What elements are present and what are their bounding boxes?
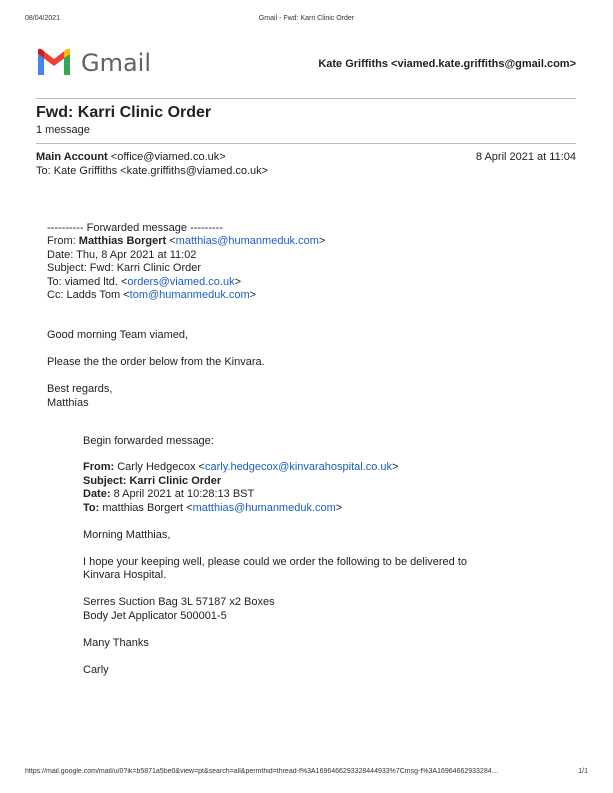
inner-thanks: Many Thanks (83, 637, 149, 649)
fwd-cc-line: Cc: Ladds Tom <tom@humanmeduk.com> (47, 289, 257, 301)
print-title: Gmail - Fwd: Karri Clinic Order (258, 15, 355, 22)
sender-name: Main Account (36, 151, 108, 163)
fwd-from-name: Matthias Borgert (78, 235, 167, 247)
inner-greeting: Morning Matthias, (83, 529, 171, 541)
fwd-from-email-link[interactable]: matthias@humanmeduk.com (175, 235, 319, 247)
fwd-subject-line: Subject: Fwd: Karri Clinic Order (47, 262, 202, 274)
order-item-1: Serres Suction Bag 3L 57187 x2 Boxes (83, 596, 275, 608)
fwd-cc-label: Cc: Ladds Tom (47, 289, 124, 301)
inner-body-line1: I hope your keeping well, please could we order the following to be delivered to (83, 556, 468, 568)
message-recipient: To: Kate Griffiths <kate.griffiths@viamed.co.uk> (36, 165, 269, 177)
inner-date-value: 8 April 2021 at 10:28:13 BST (110, 488, 255, 500)
inner-to-email-link[interactable]: matthias@humanmeduk.com (192, 502, 336, 514)
message-date: 8 April 2021 at 11:04 (475, 151, 576, 163)
fwd-signature: Matthias (47, 397, 89, 409)
header-divider (36, 98, 576, 99)
inner-subject-value: Karri Clinic Order (126, 475, 222, 487)
inner-from-line: From: Carly Hedgecox <carly.hedgecox@kinvarahospital.co.uk> (83, 461, 399, 473)
fwd-date-line: Date: Thu, 8 Apr 2021 at 11:02 (47, 249, 197, 261)
fwd-to-line: To: viamed ltd. <orders@viamed.co.uk> (47, 276, 242, 288)
inner-to-value: matthias Borgert (99, 502, 187, 514)
fwd-body: Please the the order below from the Kinvara. (47, 356, 265, 368)
inner-from-name: Carly Hedgecox (114, 461, 199, 473)
order-item-2: Body Jet Applicator 500001-5 (83, 610, 227, 622)
inner-body-line2: Kinvara Hospital. (83, 569, 167, 581)
fwd-cc-email-link[interactable]: tom@humanmeduk.com (129, 289, 250, 301)
inner-subject-label: Subject: (83, 475, 127, 487)
fwd-from-label: From: (47, 235, 79, 247)
inner-to-label: To: (83, 502, 100, 514)
print-date: 08/04/2021 (25, 15, 61, 22)
fwd-regards: Best regards, (47, 383, 113, 395)
inner-subject-line (83, 475, 221, 489)
inner-signoff: Carly (83, 664, 109, 676)
thread-subject: Fwd: Karri Clinic Order (36, 104, 212, 121)
inner-from-email-link[interactable]: carly.hedgecox@kinvarahospital.co.uk (204, 461, 393, 473)
inner-to-line: To: matthias Borgert <matthias@humanmeduk.com> (83, 502, 343, 514)
fwd-greeting: Good morning Team viamed, (47, 329, 189, 341)
inner-intro: Begin forwarded message: (83, 435, 214, 447)
account-label: Kate Griffiths <viamed.kate.griffiths@gmail.com> (318, 58, 576, 70)
print-page-number: 1/1 (578, 768, 588, 775)
inner-date-label: Date: (83, 488, 111, 500)
message-sender (36, 151, 226, 163)
fwd-from-line: From: Matthias Borgert <matthias@humanmeduk.com> (47, 235, 326, 247)
inner-date-line (83, 488, 254, 502)
gmail-wordmark: Gmail (81, 49, 152, 77)
inner-from-label: From: (83, 461, 115, 473)
message-count: 1 message (36, 124, 90, 136)
gmail-m-icon (36, 48, 72, 76)
forward-separator: ---------- Forwarded message --------- (47, 222, 223, 234)
fwd-to-label: To: viamed ltd. (47, 276, 121, 288)
sender-email: <office@viamed.co.uk> (110, 151, 226, 163)
fwd-to-email-link[interactable]: orders@viamed.co.uk (127, 276, 235, 288)
subject-divider (36, 143, 576, 144)
gmail-logo[interactable] (36, 47, 152, 77)
print-url: https://mail.google.com/mail/u/0?ik=b5871a5be0&view=pt&search=all&permthid=thread-f%3A1696466293328444933%7Cmsg-f%3A16964662933284… (25, 768, 499, 775)
